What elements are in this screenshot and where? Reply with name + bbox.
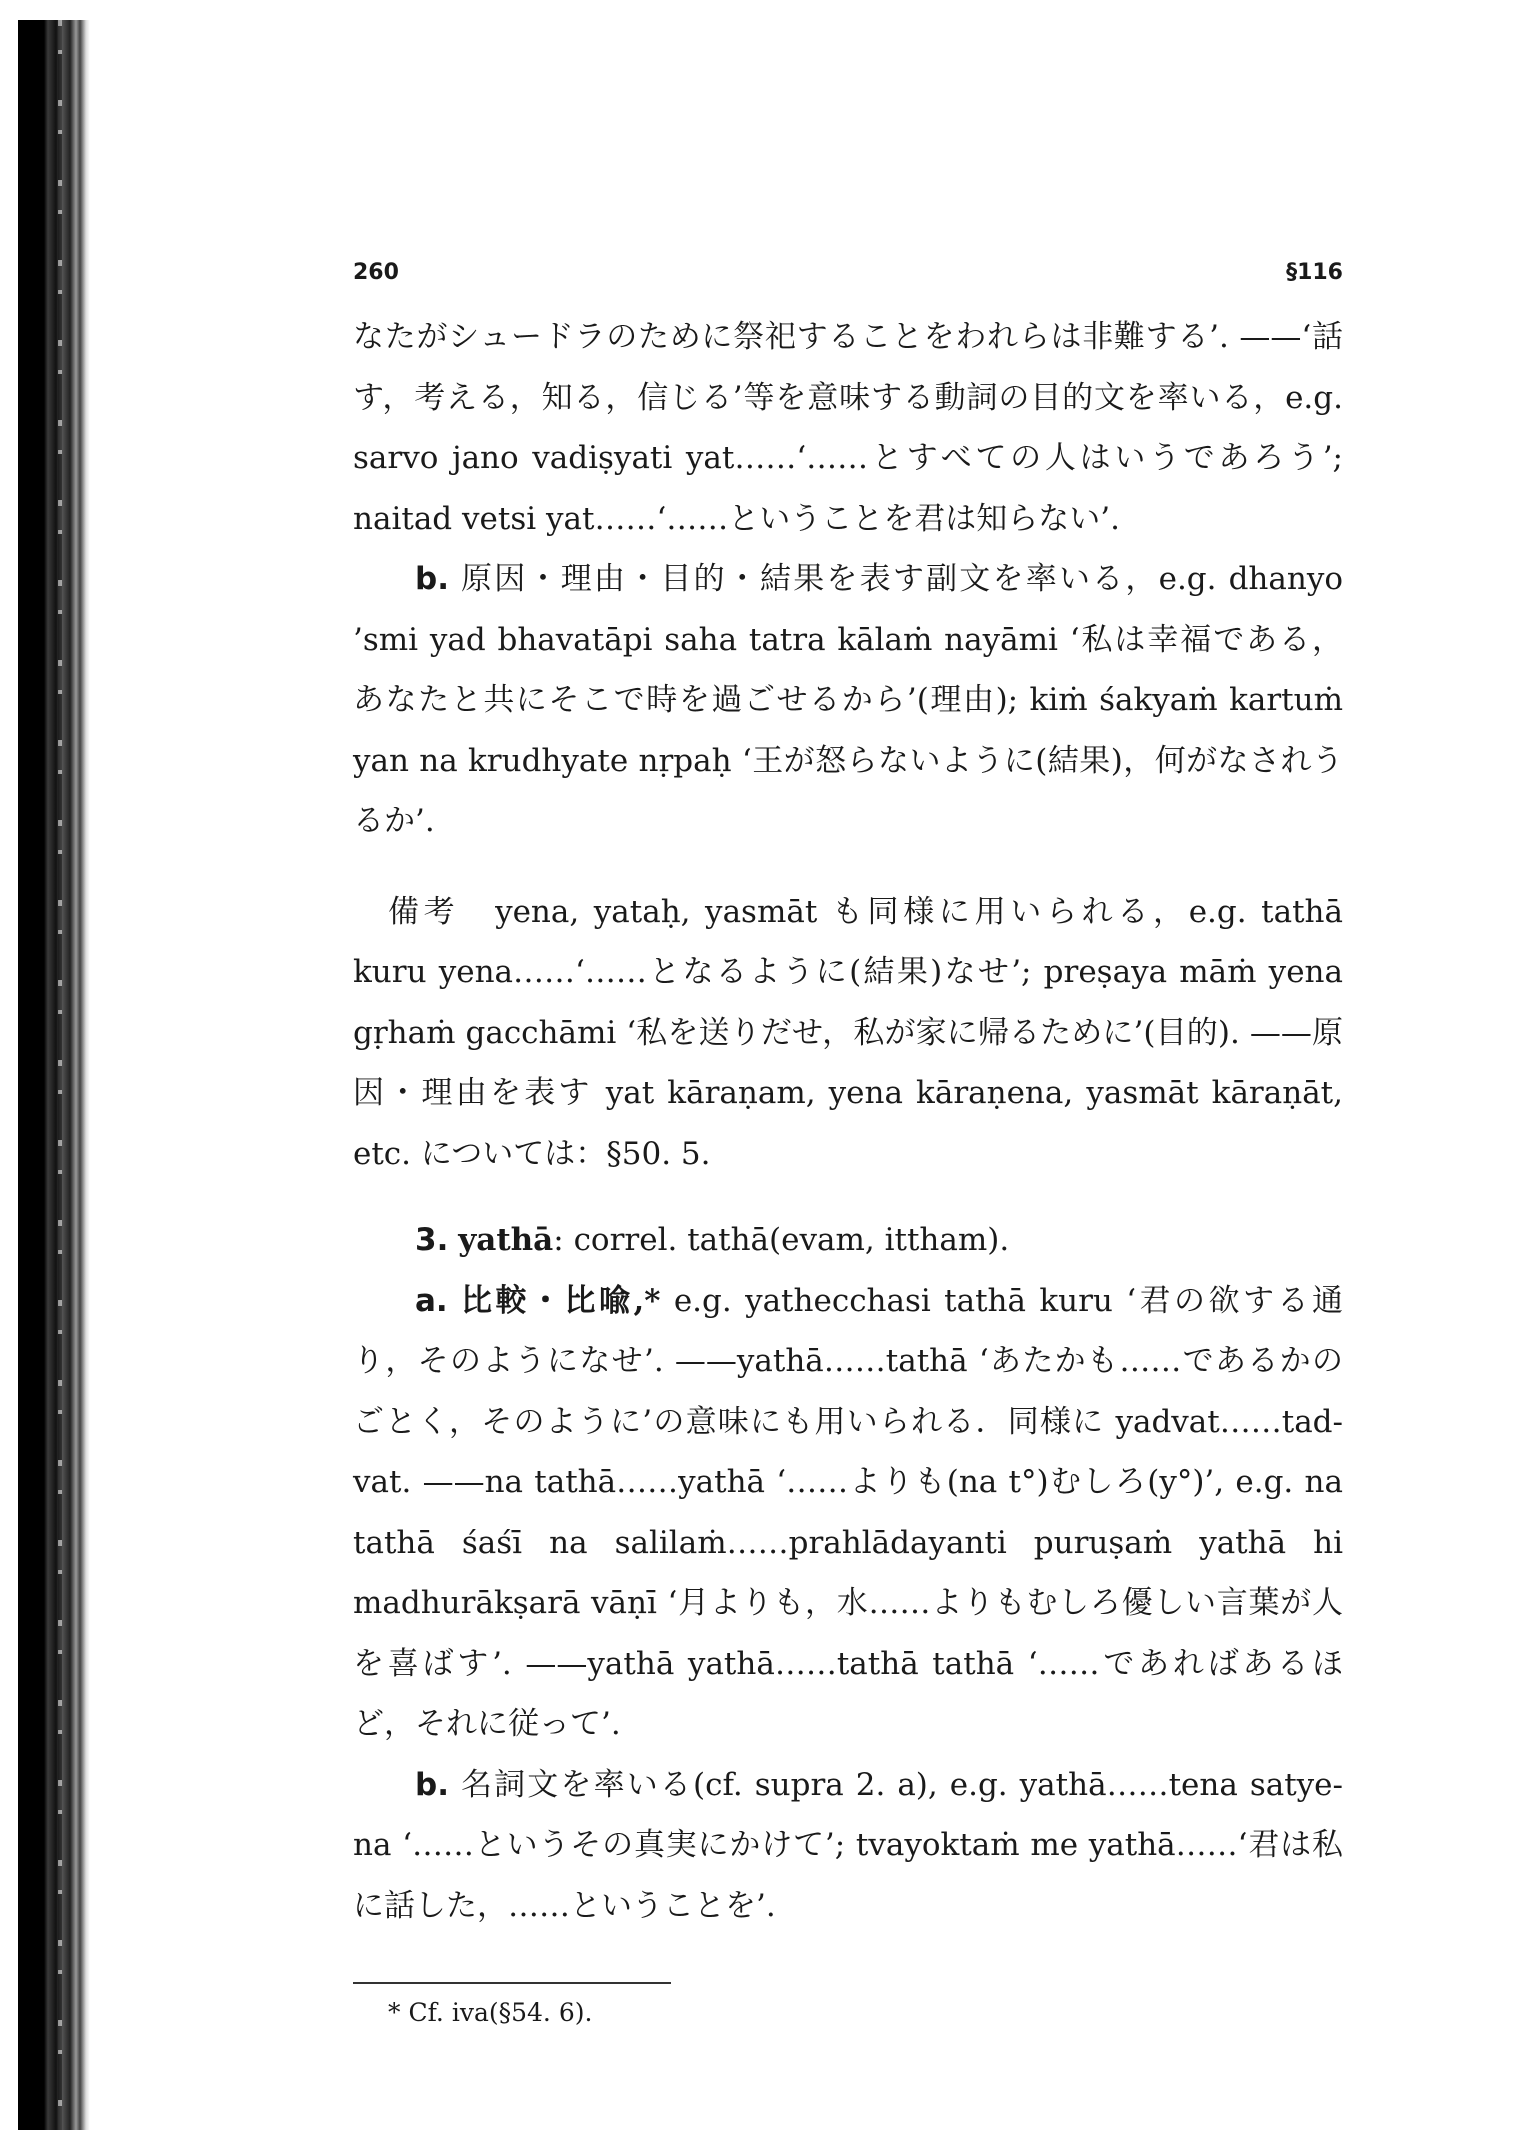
scan-binding-shadow xyxy=(18,20,90,2130)
paragraph-3a-label: a. xyxy=(415,1282,448,1319)
item-3-word: yathā xyxy=(458,1222,554,1258)
book-page xyxy=(353,250,1343,2038)
item-3-heading xyxy=(353,1210,1343,1271)
paragraph-b-label: b. xyxy=(415,561,449,597)
paragraph-b-text: 原因・理由・目的・結果を表す副文を率いる，e.g. dhanyo ’smi yad bhavatāpi saha tatra kālaṁ nayāmi ‘私は幸福である，あなたと共にそこで時を過ごせるから’(理由); kiṁ śakyaṁ kartuṁ yan na krudhyate nṛpaḥ ‘王が怒らないように(結果)，何がなされうるか’. xyxy=(353,561,1343,839)
running-header xyxy=(353,250,1343,296)
footnote: * Cf. iva(§54. 6). xyxy=(388,1998,593,2027)
section-marker: §116 xyxy=(1286,260,1343,285)
remark-note xyxy=(353,882,1343,1185)
continuation-paragraph: なたがシュードラのために祭祀することをわれらは非難する’. ——‘話す，考える，知る，信じる’等を意味する動詞の目的文を率いる，e.g. sarvo jano vadiṣyati yat……‘……とすべての人はいうであろう’; naitad vetsi yat……‘……ということを君は知らない’. xyxy=(353,319,1343,537)
item-3-text: : correl. tathā(evam, ittham). xyxy=(553,1222,1010,1258)
page-number: 260 xyxy=(353,260,399,285)
paragraph-3b xyxy=(353,1755,1343,1937)
remark-label: 備考 xyxy=(388,893,460,930)
paragraph-3b-text: 名詞文を率いる(cf. supra 2. a), e.g. yathā……tena satye-na ‘……というその真実にかけて’; tvayoktaṁ me yathā……‘君は私に話した，……ということを’. xyxy=(353,1766,1344,1924)
paragraph-3a xyxy=(353,1271,1343,1755)
paragraph-3a-text: e.g. yathecchasi tathā kuru ‘君の欲する通り，そのようになせ’. ——yathā……tathā ‘あたかも……であるかのごとく，そのように’の意味にも用いられる．同様に yadvat……tad-vat. ——na tathā……yathā ‘……よりも(na t°)むしろ(y°)’, e.g. na tathā śaśī na salilaṁ……prahlādayanti puruṣaṁ yathā hi madhurākṣarā vāṇī ‘月よりも，水……よりもむしろ優しい言葉が人を喜ばす’. ——yathā yathā……tathā tathā ‘……であればあるほど，それに従って’. xyxy=(353,1282,1343,1742)
item-3-number: 3. xyxy=(415,1222,449,1258)
paragraph-3b-label: b. xyxy=(415,1766,449,1803)
paragraph-b xyxy=(353,549,1343,852)
remark-text: yena, yataḥ, yasmāt も同様に用いられる，e.g. tathā kuru yena……‘……となるように(結果)なせ’; preṣaya māṁ yena gṛhaṁ gacchāmi ‘私を送りだせ，私が家に帰るために’(目的). ——原因・理由を表す yat kāraṇam, yena kāraṇena, yasmāt kāraṇāt, etc. については：§50. 5. xyxy=(353,893,1343,1172)
paragraph-3a-bold: 比較・比喩,* xyxy=(461,1282,661,1319)
footnote-rule xyxy=(353,1982,671,1984)
